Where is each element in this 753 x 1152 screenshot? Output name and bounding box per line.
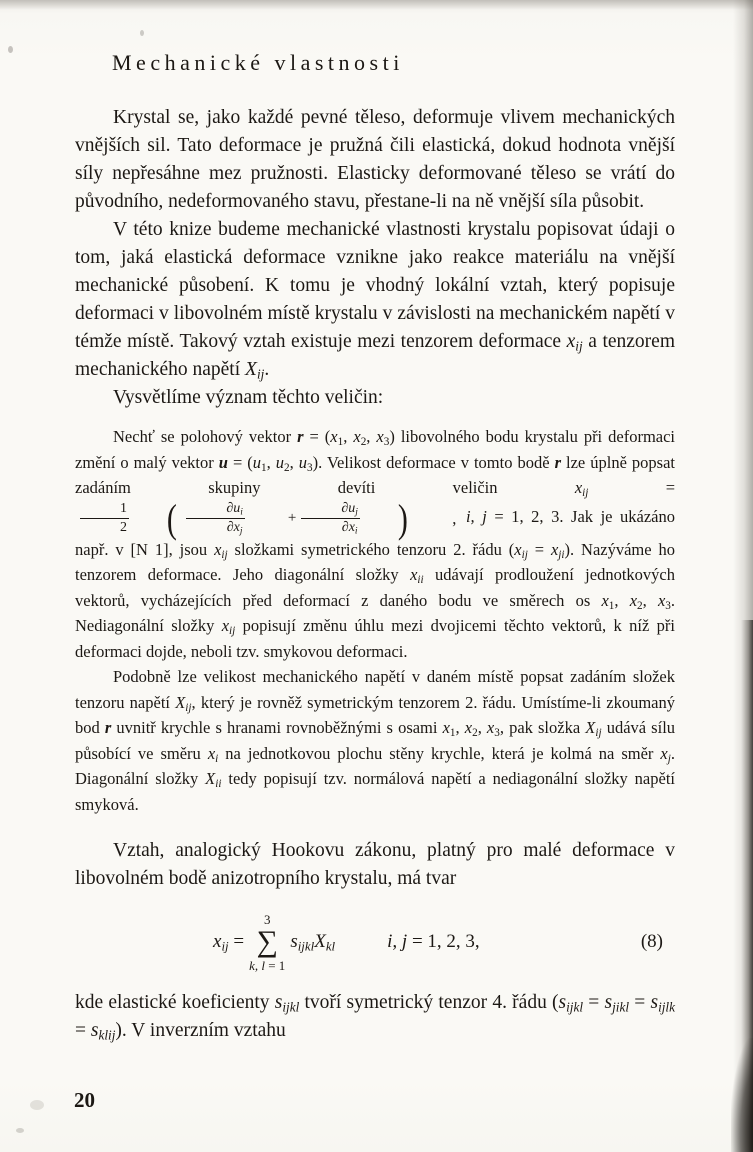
paragraph-intro-quantities: Vysvětlíme význam těchto veličin: — [113, 387, 384, 408]
paragraph-book-scope: V této knize budeme mechanické vlastnosti krystalu popisovat údaji o tom, jaká elastická deformace vznikne jako reakce materiálu na vnější mechanické působení. K tomu je vhodný lokální vztah, který popisuje deformaci v libovolném místě krystalu v závislosti na mechanickém napětí v témže místě. Takový vztah existuje mezi tenzorem deformace $x_{ij}$ a tenzorem mechanického napětí $X_{ij}$. — [75, 219, 675, 382]
scan-speck — [8, 46, 13, 53]
partial-derivative-fraction-1: $\frac{\partial u_i}{\partial x_j}$ — [186, 501, 245, 536]
scan-top-shadow — [0, 0, 753, 10]
equation-index-condition: i, j = 1, 2, 3, — [387, 931, 480, 952]
summation-lower-limit: k, l = 1 — [249, 957, 286, 973]
equation-8 — [75, 909, 675, 975]
scan-corner-blotch — [731, 1038, 753, 1152]
small-paragraph-stress-tensor: Podobně lze velikost mechanického napětí v daném místě popsat zadáním složek tenzoru napětí $X_{ij}$, který je rovněž symetrickým tenzorem 2. řádu. Umístíme-li zkoumaný bod r uvnitř krychle s hranami rovnoběžnými s osami $x_1$, $x_2$, $x_3$, pak složka $X_{ij}$ udává sílu působící ve směru $x_i$ na jednotkovou plochu stěny krychle, která je kolmá na směr $x_j$. Diagonální složky $X_{ii}$ tedy popisují tzv. normálová napětí a nediagonální složky napětí smyková. — [75, 667, 676, 814]
small-paragraph-strain-tensor — [75, 424, 675, 664]
scan-speck — [30, 1100, 44, 1110]
scan-speck — [16, 1128, 24, 1133]
summation-symbol — [249, 913, 285, 972]
strain-definition-formula — [77, 495, 457, 541]
section-title: Mechanické vlastnosti — [112, 50, 404, 75]
strain-text-before-formula: Nechť se polohový vektor $r = (x_1$, $x_2$, $x_3$) libovolného bodu krystalu při deformaci změní o malý vektor $u = (u_1$, $u_2$, $u_3$). Velikost deformace v tomto bodě r lze úplně popsat zadáním skupiny devíti veličin $x_{ij}$ = — [75, 427, 676, 500]
equation-rhs: $s_{ijkl}X_{kl}$ — [290, 931, 336, 954]
scan-speck — [140, 30, 144, 36]
one-half-fraction: $\frac{1}{2}$ — [80, 501, 129, 536]
equation-number: (8) — [640, 931, 663, 952]
formula-comma: , — [452, 508, 457, 528]
paragraph-hooke-law: Vztah, analogický Hookovu zákonu, platný pro malé deformace v libovolném bodě anizotropního krystalu, má tvar — [75, 840, 675, 889]
equation-lhs: $x_{ij}$ = — [213, 931, 245, 954]
plus-sign: + — [287, 509, 297, 526]
paragraph-crystal-deformation: Krystal se, jako každé pevné těleso, deformuje vlivem mechanických vnějších sil. Tato deformace je pružná čili elastická, dokud hodnota vnější síly nepřesáhne mez pružnosti. Elasticky deformované těleso se vrátí do původního, nedeformovaného stavu, přestane-li na ně vnější síla působit. — [75, 107, 675, 212]
close-paren: ) — [397, 495, 408, 541]
page-number: 20 — [74, 1088, 95, 1112]
strain-text-after-formula: i, j = 1, 2, 3. Jak je ukázáno např. v [N 1], jsou $x_{ij}$ složkami symetrického tenzoru 2. řádu $(x_{ij} = x_{ji})$. Nazýváme ho tenzorem deformace. Jeho diagonální složky $x_{ii}$ udávají prodloužení jednotkových vektorů, vycházejících před deformací z daného bodu ve směrech os $x_1$, $x_2$, $x_3$. Nediagonální složky $x_{ij}$ popisují změnu úhlu mezi dvojicemi těchto vektorů, k níž při deformaci dojde, neboli tzv. smykovou deformaci. — [75, 507, 676, 661]
paragraph-elastic-coefficients: kde elastické koeficienty $s_{ijkl}$ tvoří symetrický tenzor 4. řádu $(s_{ijkl} = s_{jikl} = s_{ijlk} = s_{klij})$. V inverzním vztahu — [75, 992, 675, 1043]
open-paren: ( — [166, 495, 177, 541]
partial-derivative-fraction-2: $\frac{\partial u_j}{\partial x_i}$ — [301, 501, 360, 536]
summation-upper-limit: 3 — [263, 911, 271, 927]
sigma-icon: ∑ — [256, 924, 278, 958]
equation-8-body — [213, 913, 480, 972]
page-content — [75, 50, 675, 1045]
